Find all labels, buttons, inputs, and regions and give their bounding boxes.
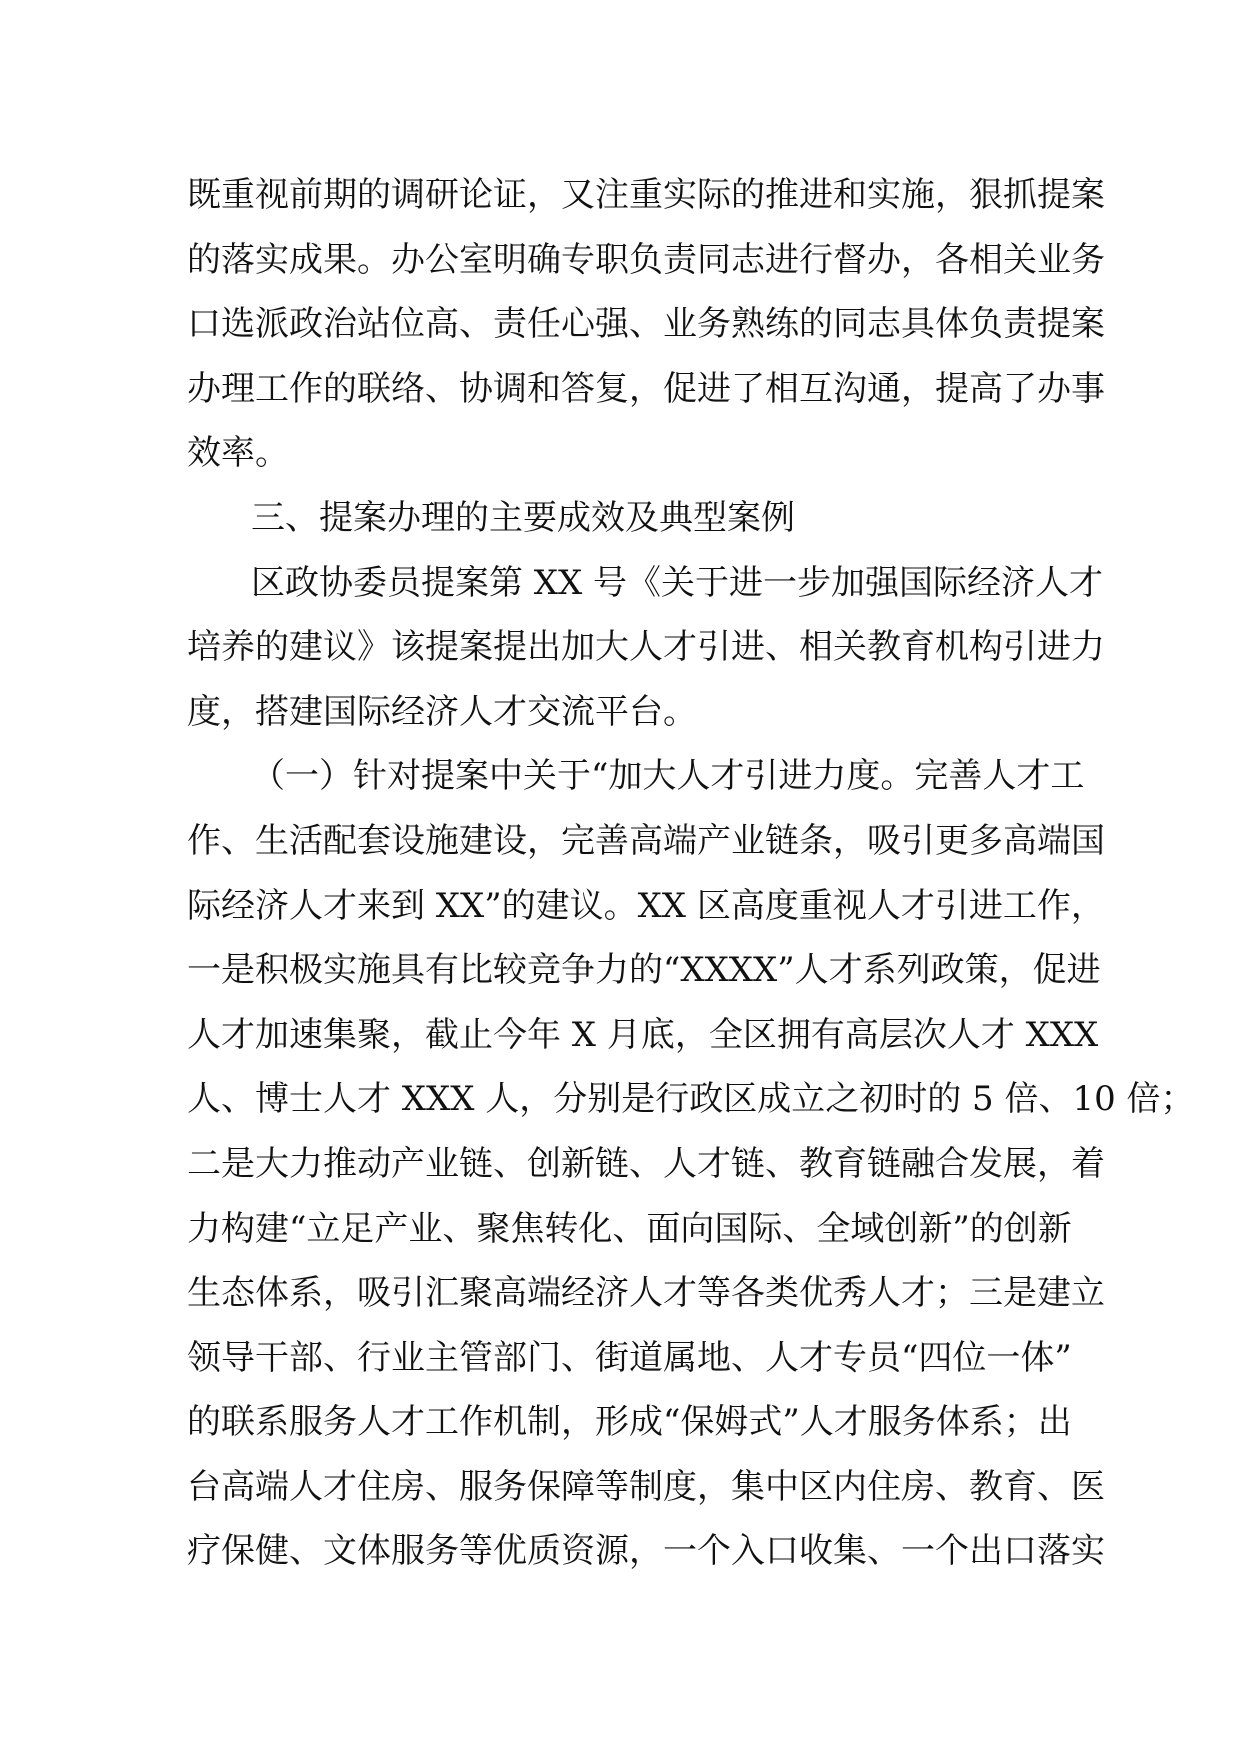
text-line: 既重视前期的调研论证，又注重实际的推进和实施，狠抓提案 — [187, 175, 1105, 215]
text-line: 人才加速集聚，截止今年 X 月底，全区拥有高层次人才 XXX — [187, 1014, 1099, 1055]
document-body — [187, 163, 1195, 1584]
text-line: 力构建“立足产业、聚焦转化、面向国际、全域创新”的创新 — [187, 1208, 1072, 1249]
text-line: 生态体系，吸引汇聚高端经济人才等各类优秀人才；三是建立 — [187, 1273, 1105, 1314]
text-line: 领导干部、行业主管部门、街道属地、人才专员“四位一体” — [187, 1337, 1072, 1378]
text-line: 二是大力推动产业链、创新链、人才链、教育链融合发展，着 — [187, 1143, 1105, 1184]
text-line: 台高端人才住房、服务保障等制度，集中区内住房、教育、医 — [187, 1466, 1105, 1507]
text-line: 区政协委员提案第 XX 号《关于进一步加强国际经济人才 — [251, 562, 1104, 603]
text-line: 度，搭建国际经济人才交流平台。 — [187, 691, 697, 732]
section-heading: 三、提案办理的主要成效及典型案例 — [251, 497, 795, 538]
text-line: 一是积极实施具有比较竞争力的“XXXX”人才系列政策，促进 — [187, 950, 1101, 991]
text-line: 疗保健、文体服务等优质资源，一个入口收集、一个出口落实 — [187, 1531, 1105, 1572]
text-line: 培养的建议》该提案提出加大人才引进、相关教育机构引进力 — [187, 627, 1105, 668]
text-line: 人、博士人才 XXX 人，分别是行政区成立之初时的 5 倍、10 倍； — [187, 1079, 1195, 1120]
text-line: 口选派政治站位高、责任心强、业务熟练的同志具体负责提案 — [187, 304, 1105, 345]
text-line: 的联系服务人才工作机制，形成“保姆式”人才服务体系；出 — [187, 1402, 1072, 1443]
text-line: 际经济人才来到 XX”的建议。XX 区高度重视人才引进工作， — [187, 885, 1105, 926]
text-line: 的落实成果。办公室明确专职负责同志进行督办，各相关业务 — [187, 239, 1105, 280]
text-line: 办理工作的联络、协调和答复，促进了相互沟通，提高了办事 — [187, 368, 1105, 409]
text-line: （一）针对提案中关于“加大人才引进力度。完善人才工 — [251, 756, 1085, 797]
text-line: 作、生活配套设施建设，完善高端产业链条，吸引更多高端国 — [187, 820, 1105, 861]
text-line: 效率。 — [187, 433, 289, 474]
